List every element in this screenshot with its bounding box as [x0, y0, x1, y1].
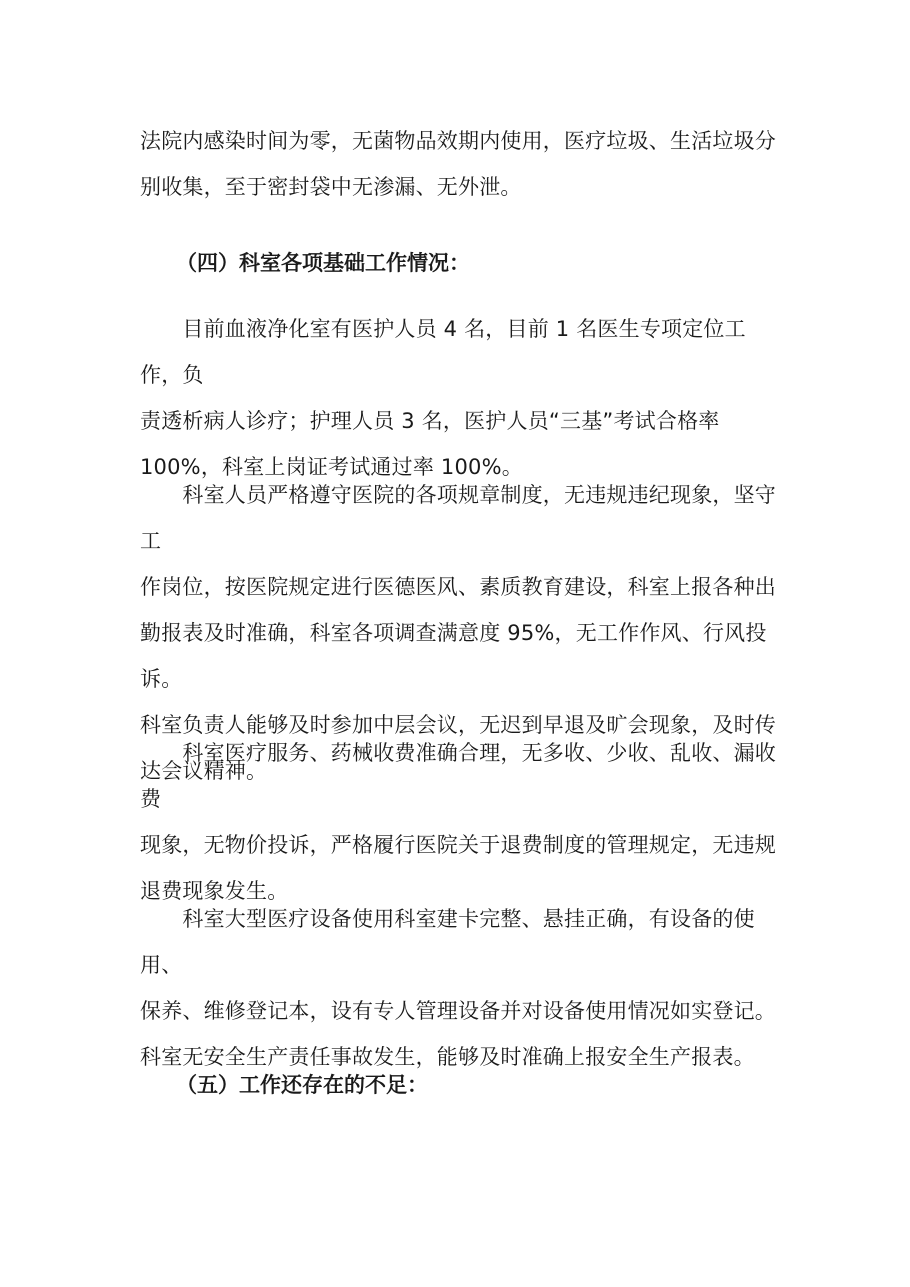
paragraph-staffing: 目前血液净化室有医护人员 4 名，目前 1 名医生专项定位工作，负 责透析病人诊疗；护理人员 3 名，医护人员“三基”考试合格率 100%，科室上岗证考试通过率 100%。 — [140, 317, 746, 479]
paragraph-equipment: 科室大型医疗设备使用科室建卡完整、悬挂正确，有设备的使用、 保养、维修登记本，设有专人管理设备并对设备使用情况如实登记。 科室无安全生产责任事故发生，能够及时准确上报安全生产报表。 — [140, 907, 776, 1069]
section-heading-four: （四）科室各项基础工作情况： — [176, 251, 470, 275]
paragraph-billing: 科室医疗服务、药械收费准确合理，无多收、少收、乱收、漏收费 现象，无物价投诉，严格履行医院关于退费制度的管理规定，无违规 退费现象发生。 — [140, 741, 776, 903]
section-heading-five: （五）工作还存在的不足： — [176, 1073, 428, 1097]
paragraph-discipline: 科室人员严格遵守医院的各项规章制度，无违规违纪现象，坚守工 作岗位，按医院规定进行医德医风、素质教育建设，科室上报各种出 勤报表及时准确，科室各项调查满意度 95%，无工作作风、行风投诉。 科室负责人能够及时参加中层会议，无迟到早退及旷会现象，及时传 达会议精神。 — [140, 483, 776, 783]
paragraph-infection-control: 法院内感染时间为零，无菌物品效期内使用，医疗垃圾、生活垃圾分 别收集，至于密封袋中无渗漏、无外泄。 — [140, 129, 776, 199]
